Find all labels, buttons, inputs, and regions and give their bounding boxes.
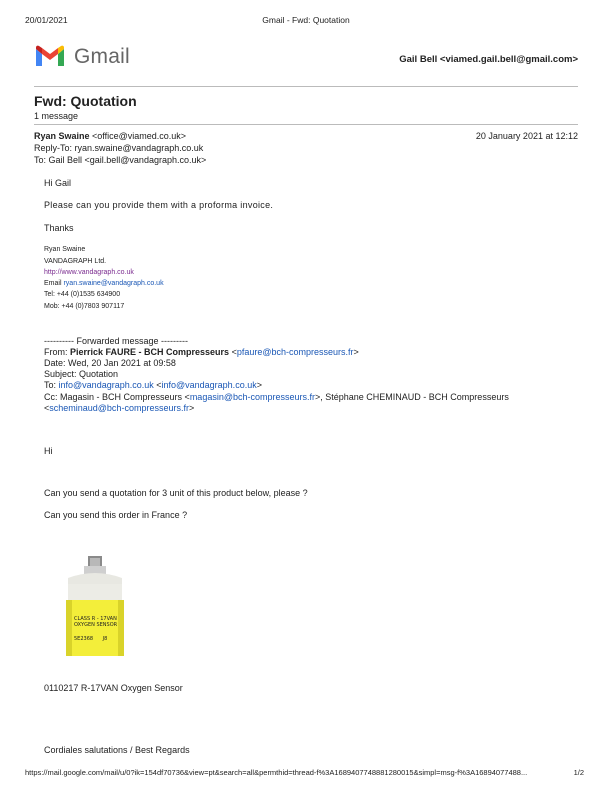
gmail-wordmark: Gmail (74, 45, 130, 68)
fwd-greeting: Hi (44, 446, 53, 456)
product-code: 5E2368 (74, 636, 94, 642)
subject-divider (34, 124, 578, 125)
signature-company: VANDAGRAPH Ltd. (44, 258, 107, 265)
thread-subject: Fwd: Quotation (34, 93, 137, 109)
to-line: To: Gail Bell <gail.bell@vandagraph.co.uk> (34, 155, 207, 165)
fwd-cc-name2: , Stéphane CHEMINAUD - BCH Compresseurs (320, 392, 509, 402)
fwd-cc-line-2: <scheminaud@bch-compresseurs.fr> (44, 403, 195, 413)
account-identity: Gail Bell <viamed.gail.bell@gmail.com> (399, 54, 578, 65)
product-label-line1: CLASS R - 17VAN (74, 616, 117, 622)
request-line: Please can you provide them with a proforma invoice. (44, 200, 274, 210)
signature-email-label: Email (44, 280, 62, 287)
sender-name: Ryan Swaine (34, 131, 90, 141)
closing: Cordiales salutations / Best Regards (44, 745, 190, 755)
print-page: 1/2 (573, 768, 584, 777)
gmail-m-icon (34, 44, 66, 68)
gmail-logo (34, 44, 164, 72)
fwd-to-line: To: info@vandagraph.co.uk <info@vandagraph.co.uk> (44, 380, 262, 390)
signature-email-line (44, 280, 164, 287)
reply-to-line: Reply-To: ryan.swaine@vandagraph.co.uk (34, 143, 204, 153)
product-code-2: J8 (102, 636, 108, 642)
signature-email-link[interactable]: ryan.swaine@vandagraph.co.uk (63, 280, 164, 287)
print-title: Gmail - Fwd: Quotation (262, 15, 350, 25)
sender-line (34, 131, 186, 141)
fwd-cc-email1-link[interactable]: magasin@bch-compresseurs.fr (189, 392, 315, 402)
product-caption: 0110217 R-17VAN Oxygen Sensor (44, 683, 183, 693)
signature-mob: Mob: +44 (0)7803 907117 (44, 303, 125, 310)
fwd-to-email-link-2[interactable]: info@vandagraph.co.uk (161, 380, 257, 390)
signature-name: Ryan Swaine (44, 246, 86, 253)
fwd-cc-email2-link[interactable]: scheminaud@bch-compresseurs.fr (49, 403, 189, 413)
print-date: 20/01/2021 (25, 15, 68, 25)
signature-tel: Tel: +44 (0)1535 634900 (44, 291, 121, 298)
fwd-cc-label: Cc: Magasin - BCH Compresseurs (44, 392, 183, 402)
oxygen-sensor-image (60, 556, 130, 660)
fwd-from-label: From: (44, 347, 68, 357)
fwd-subject: Subject: Quotation (44, 369, 119, 379)
greeting: Hi Gail (44, 178, 72, 188)
signature-website-link[interactable]: http://www.vandagraph.co.uk (44, 269, 134, 276)
thanks: Thanks (44, 223, 74, 233)
forwarded-marker: ---------- Forwarded message --------- (44, 336, 188, 346)
fwd-to-label: To: (44, 380, 57, 390)
fwd-france-line: Can you send this order in France ? (44, 510, 188, 520)
product-label-line2: OXYGEN SENSOR (74, 622, 118, 628)
sender-email: <office@viamed.co.uk> (92, 131, 187, 141)
fwd-request-line: Can you send a quotation for 3 unit of this product below, please ? (44, 488, 308, 498)
message-count: 1 message (34, 111, 79, 121)
print-url: https://mail.google.com/mail/u/0?ik=154df70736&view=pt&search=all&permthid=thread-f%3A1689407748881280015&simpl=msg-f%3A16894077488... (25, 768, 528, 777)
fwd-from-email-link[interactable]: pfaure@bch-compresseurs.fr (236, 347, 354, 357)
fwd-cc-line: Cc: Magasin - BCH Compresseurs <magasin@bch-compresseurs.fr>, Stéphane CHEMINAUD - BCH Compresseurs (44, 392, 509, 402)
message-date: 20 January 2021 at 12:12 (475, 131, 578, 141)
fwd-from-name: Pierrick FAURE - BCH Compresseurs (70, 347, 230, 357)
fwd-to-email-link[interactable]: info@vandagraph.co.uk (58, 380, 154, 390)
header-divider (34, 86, 578, 87)
fwd-date: Date: Wed, 20 Jan 2021 at 09:58 (44, 358, 176, 368)
fwd-from-line: From: Pierrick FAURE - BCH Compresseurs <pfaure@bch-compresseurs.fr> (44, 347, 359, 357)
